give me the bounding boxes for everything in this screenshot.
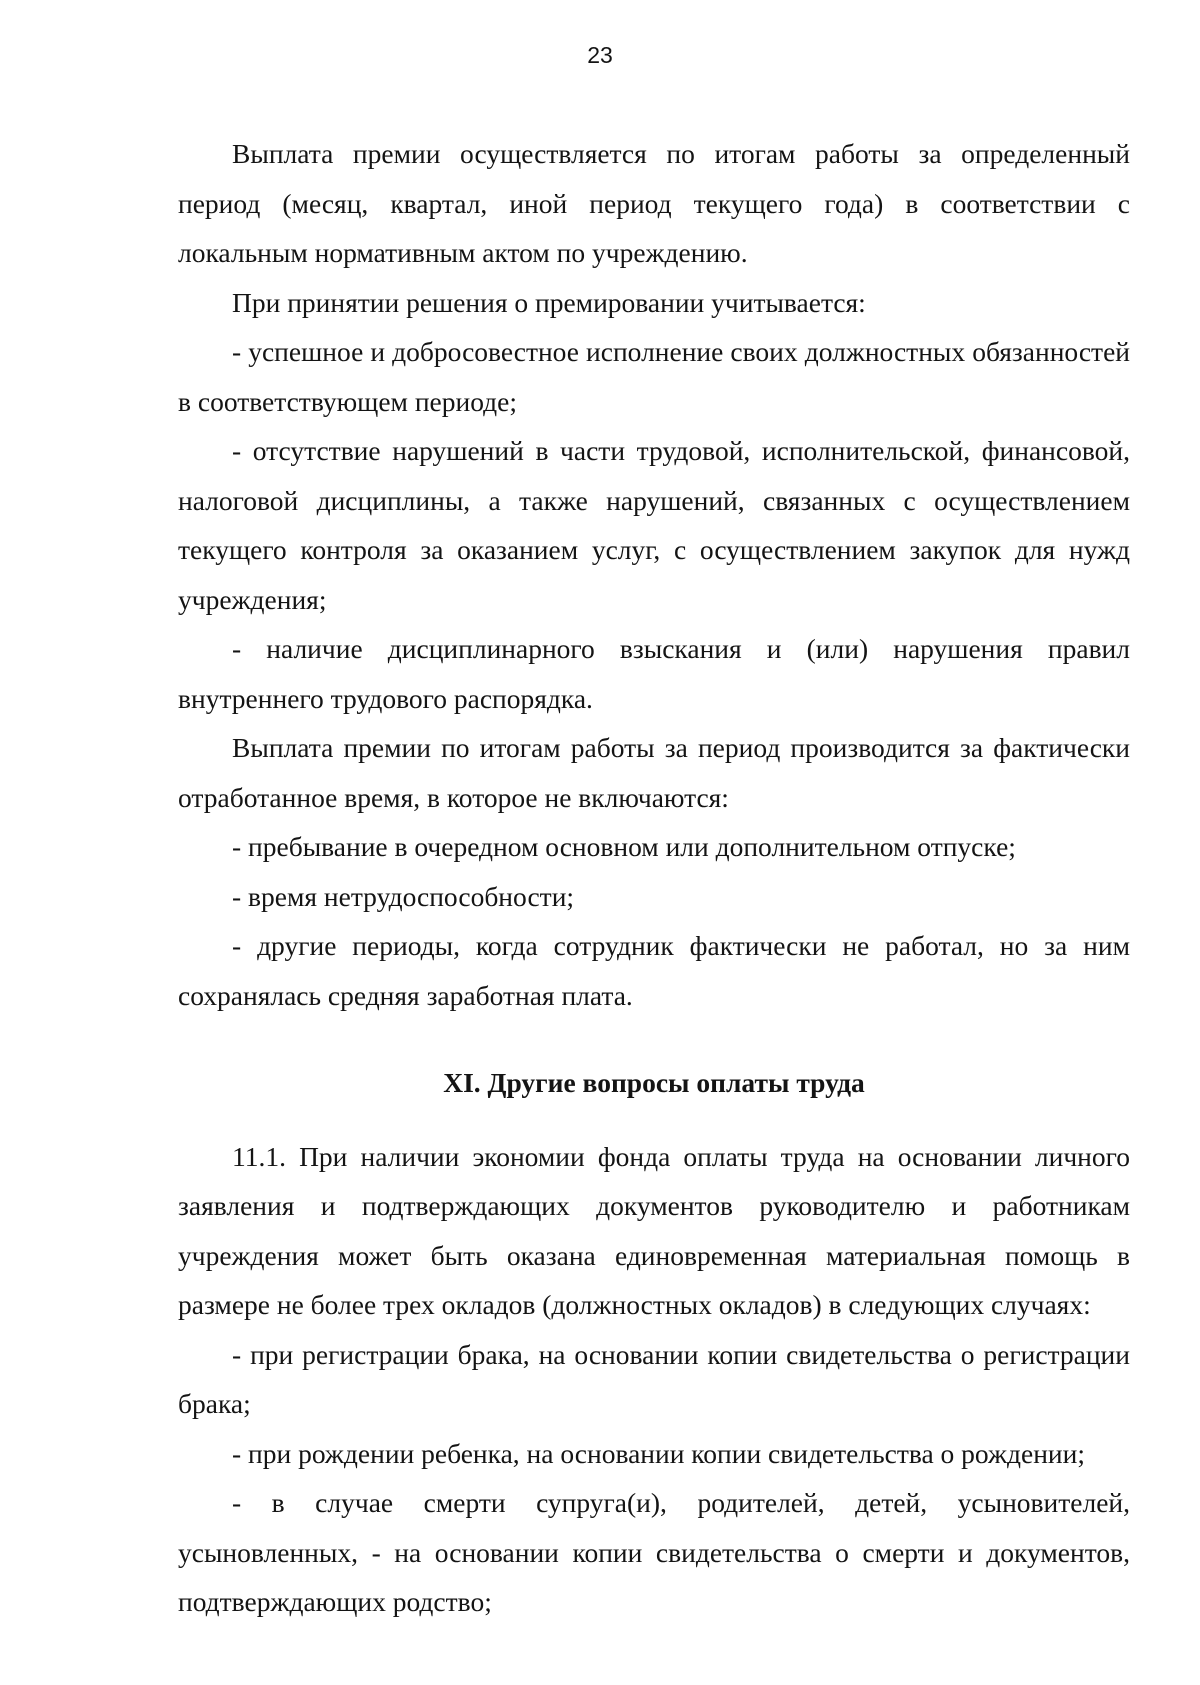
list-item-no-violations: - отсутствие нарушений в части трудовой, исполнительской, финансовой, налоговой дисциплины, а также нарушений, связанных с осуществлением текущего контроля за оказанием услуг, с осуществлением закупок для нужд учреждения;: [178, 435, 1130, 615]
list-item-duties: - успешное и добросовестное исполнение своих должностных обязанностей в соответствующем периоде;: [178, 336, 1130, 417]
paragraph-bonus-payment: Выплата премии осуществляется по итогам работы за определенный период (месяц, квартал, иной период текущего года) в соответствии с локальным нормативным актом по учреждению.: [178, 138, 1130, 268]
section-heading: XI. Другие вопросы оплаты труда: [443, 1067, 865, 1098]
paragraph-worked-time: Выплата премии по итогам работы за период производится за фактически отработанное время, в которое не включаются:: [178, 732, 1130, 813]
paragraph-11-1: 11.1. При наличии экономии фонда оплаты труда на основании личного заявления и подтверждающих документов руководителю и работникам учреждения может быть оказана единовременная материальная помощь в размере не более трех окладов (должностных окладов) в следующих случаях:: [178, 1140, 1130, 1320]
document-body: [178, 129, 1130, 1627]
list-item-other-periods: - другие периоды, когда сотрудник фактически не работал, но за ним сохранялась средняя заработная плата.: [178, 930, 1130, 1011]
list-item-sick-leave: - время нетрудоспособности;: [232, 880, 575, 912]
list-item-disciplinary: - наличие дисциплинарного взыскания и (или) нарушения правил внутреннего трудового распорядка.: [178, 633, 1130, 714]
list-item-death: - в случае смерти супруга(и), родителей, детей, усыновителей, усыновленных, - на основании копии свидетельства о смерти и документов, подтверждающих родство;: [178, 1487, 1130, 1617]
page-number: 23: [587, 42, 613, 68]
paragraph-bonus-criteria-intro: При принятии решения о премировании учитывается:: [232, 286, 866, 318]
list-item-marriage: - при регистрации брака, на основании копии свидетельства о регистрации брака;: [178, 1338, 1130, 1419]
list-item-birth: - при рождении ребенка, на основании копии свидетельства о рождении;: [232, 1437, 1085, 1469]
list-item-vacation: - пребывание в очередном основном или дополнительном отпуске;: [232, 831, 1016, 862]
